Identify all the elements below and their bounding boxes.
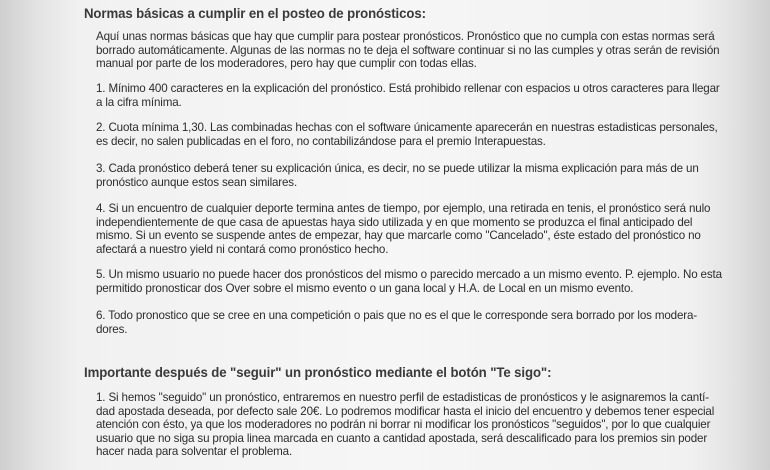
rule-3-paragraph <box>96 162 736 189</box>
text-line: atención con ésto, ya que los moderadores no podrán ni borrar ni modificar los pronósticos "seguidos", por lo que cualquier <box>96 418 711 432</box>
text-line: pronóstico aunque estos sean similares. <box>96 175 298 189</box>
text-line: 1. Mínimo 400 caracteres en la explicación del pronóstico. Está prohibido rellenar con espacios u otros caracteres para llegar <box>96 82 720 95</box>
text-line: manual por parte de los moderadores, pero hay que cumplir con todas ellas. <box>96 57 477 71</box>
follow-rule-1-paragraph <box>96 391 736 459</box>
text-line: 6. Todo pronostico que se cree en una competición o pais que no es el que le corresponde sera borrado por los modera- <box>96 309 697 322</box>
rule-5-paragraph <box>96 268 736 295</box>
rule-2-paragraph <box>96 121 736 148</box>
text-line: independientemente de que casa de apuestas haya sido utilizada y en que momento se produzca el final anticipado del <box>96 215 693 229</box>
text-line: 1. Si hemos "seguido" un pronóstico, entraremos en nuestro perfil de estadisticas de pronósticos y le asignaremos la cantí- <box>96 391 709 404</box>
intro-paragraph <box>96 30 736 71</box>
text-line: 2. Cuota mínima 1,30. Las combinadas hechas con el software únicamente aparecerán en nuestras estadisticas personales, <box>96 121 718 134</box>
text-line: a la cifra mínima. <box>96 95 182 109</box>
rule-1-paragraph <box>96 82 736 109</box>
text-line: mismo. Si un evento se suspende antes de empezar, hay que marcarle como "Cancelado", éste estado del pronóstico no <box>96 229 701 243</box>
text-line: dores. <box>96 322 128 336</box>
text-line: 5. Un mismo usuario no puede hacer dos pronósticos del mismo o parecido mercado a un mismo evento. P. ejemplo. No esta <box>96 268 722 281</box>
text-line: 3. Cada pronóstico deberá tener su explicación única, es decir, no se puede utilizar la misma explicación para más de un <box>96 162 699 175</box>
text-line: usuario que no siga su propia linea marcada en cuanto a cantidad apostada, será descalificado para los premios sin poder <box>96 431 708 445</box>
text-line: permitido pronosticar dos Over sobre el mismo evento o un gana local y H.A. de Local en un mismo evento. <box>96 281 634 295</box>
text-line: es decir, no salen publicadas en el foro, no contabilizándose para el premio Interapuestas. <box>96 134 546 148</box>
rule-4-paragraph <box>96 202 736 256</box>
text-line: Aquí unas normas básicas que hay que cumplir para postear pronósticos. Pronóstico que no cumpla con estas normas será <box>96 30 715 43</box>
section-heading-basic-rules: Normas básicas a cumplir en el posteo de pronósticos: <box>84 6 426 22</box>
text-line: 4. Si un encuentro de cualquier deporte termina antes de tiempo, por ejemplo, una retirada en tenis, el pronóstico será nulo <box>96 202 711 215</box>
text-line: hacer nada para solventar el problema. <box>96 445 293 459</box>
text-line: borrado automáticamente. Algunas de las normas no te deja el software continuar si no las cumples y otras serán de revisión <box>96 43 720 57</box>
section-heading-follow: Importante después de "seguir" un pronóstico mediante el botón "Te sigo": <box>84 365 552 381</box>
rule-6-paragraph <box>96 309 736 336</box>
text-line: afectará a nuestro yield ni contará como pronóstico hecho. <box>96 242 389 256</box>
text-line: dad apostada deseada, por defecto sale 20€. Lo podremos modificar hasta el inicio del encuentro y debemos tener especial <box>96 404 715 418</box>
